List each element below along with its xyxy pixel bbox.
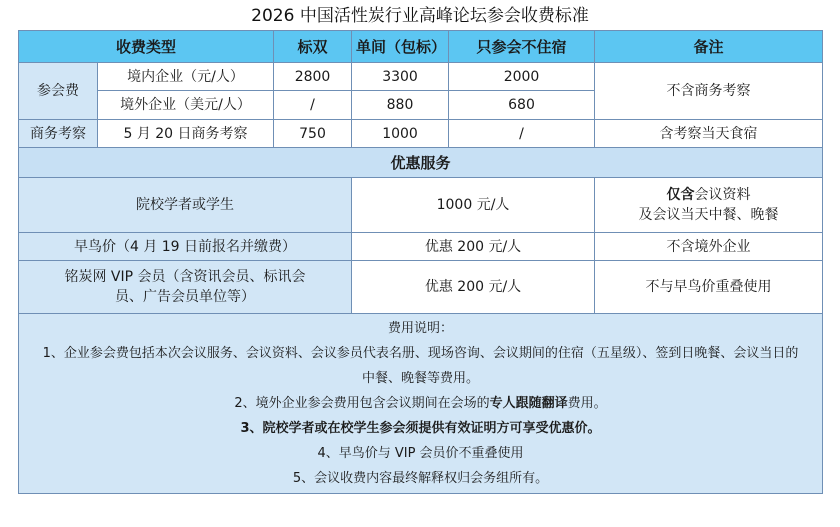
notes-heading: 费用说明： bbox=[388, 321, 454, 336]
table-row bbox=[19, 261, 823, 314]
vip-label-line2: 员、广告会员单位等） bbox=[115, 289, 255, 305]
note-4: 4、早鸟价与 VIP 会员价不重叠使用 bbox=[317, 446, 524, 461]
vip-member-label bbox=[19, 261, 352, 314]
header-single-room: 单间（包标） bbox=[352, 31, 449, 63]
note-5: 5、会议收费内容最终解释权归会务组所有。 bbox=[292, 471, 549, 486]
registration-fee-remark: 不含商务考察 bbox=[595, 63, 823, 120]
discount-section-title: 优惠服务 bbox=[19, 148, 823, 178]
tour-single-price: 1000 bbox=[352, 120, 449, 148]
table-row bbox=[19, 233, 823, 261]
foreign-meeting-only-price: 680 bbox=[449, 91, 595, 120]
domestic-twin-price: 2800 bbox=[274, 63, 352, 91]
early-bird-price: 优惠 200 元/人 bbox=[352, 233, 595, 261]
foreign-single-price: 880 bbox=[352, 91, 449, 120]
student-remark-bold: 仅含 bbox=[666, 187, 695, 203]
table-row bbox=[19, 178, 823, 233]
domestic-meeting-only-price: 2000 bbox=[449, 63, 595, 91]
note-2 bbox=[23, 394, 818, 413]
header-standard-twin: 标双 bbox=[274, 31, 352, 63]
tour-meeting-only-price: / bbox=[449, 120, 595, 148]
early-bird-remark: 不含境外企业 bbox=[595, 233, 823, 261]
domestic-single-price: 3300 bbox=[352, 63, 449, 91]
fee-table bbox=[18, 30, 823, 494]
vip-member-price: 优惠 200 元/人 bbox=[352, 261, 595, 314]
note-1 bbox=[23, 344, 818, 388]
note-1-line2: 中餐、晚餐等费用。 bbox=[362, 371, 480, 386]
foreign-twin-price: / bbox=[274, 91, 352, 120]
business-tour-date: 5 月 20 日商务考察 bbox=[98, 120, 274, 148]
note-3-bold: 3、院校学者或在校学生参会须提供有效证明方可享受优惠价。 bbox=[240, 421, 601, 436]
note-3 bbox=[23, 419, 818, 438]
note-1-line1: 1、企业参会费包括本次会议服务、会议资料、会议参员代表名册、现场咨询、会议期间的住宿（五星级）、签到日晚餐、会议当日的 bbox=[42, 346, 799, 361]
student-remark-text: 会议资料 bbox=[694, 187, 751, 203]
table-header-row bbox=[19, 31, 823, 63]
vip-label-line1: 铭炭网 VIP 会员（含资讯会员、标讯会 bbox=[64, 269, 306, 285]
business-tour-remark: 含考察当天食宿 bbox=[595, 120, 823, 148]
note-2-bold: 专人跟随翻译 bbox=[489, 396, 568, 411]
tour-twin-price: 750 bbox=[274, 120, 352, 148]
student-remark bbox=[595, 178, 823, 233]
note-2-tail: 费用。 bbox=[567, 396, 607, 411]
header-meeting-only: 只参会不住宿 bbox=[449, 31, 595, 63]
student-remark-line2: 及会议当天中餐、晚餐 bbox=[638, 207, 779, 223]
table-row bbox=[19, 63, 823, 91]
registration-fee-label: 参会费 bbox=[19, 63, 98, 120]
domestic-company-label: 境内企业（元/人） bbox=[98, 63, 274, 91]
vip-member-remark: 不与早鸟价重叠使用 bbox=[595, 261, 823, 314]
page-title: 2026 中国活性炭行业高峰论坛参会收费标准 bbox=[251, 6, 589, 26]
early-bird-label: 早鸟价（4 月 19 日前报名并缴费） bbox=[19, 233, 352, 261]
fee-notes bbox=[19, 314, 823, 494]
student-label: 院校学者或学生 bbox=[19, 178, 352, 233]
discount-section-row bbox=[19, 148, 823, 178]
header-fee-type: 收费类型 bbox=[19, 31, 274, 63]
student-price: 1000 元/人 bbox=[352, 178, 595, 233]
business-tour-label: 商务考察 bbox=[19, 120, 98, 148]
notes-row bbox=[19, 314, 823, 494]
table-row bbox=[19, 120, 823, 148]
foreign-company-label: 境外企业（美元/人） bbox=[98, 91, 274, 120]
note-2-text: 2、境外企业参会费用包含会议期间在会场的 bbox=[234, 396, 490, 411]
header-remarks: 备注 bbox=[595, 31, 823, 63]
